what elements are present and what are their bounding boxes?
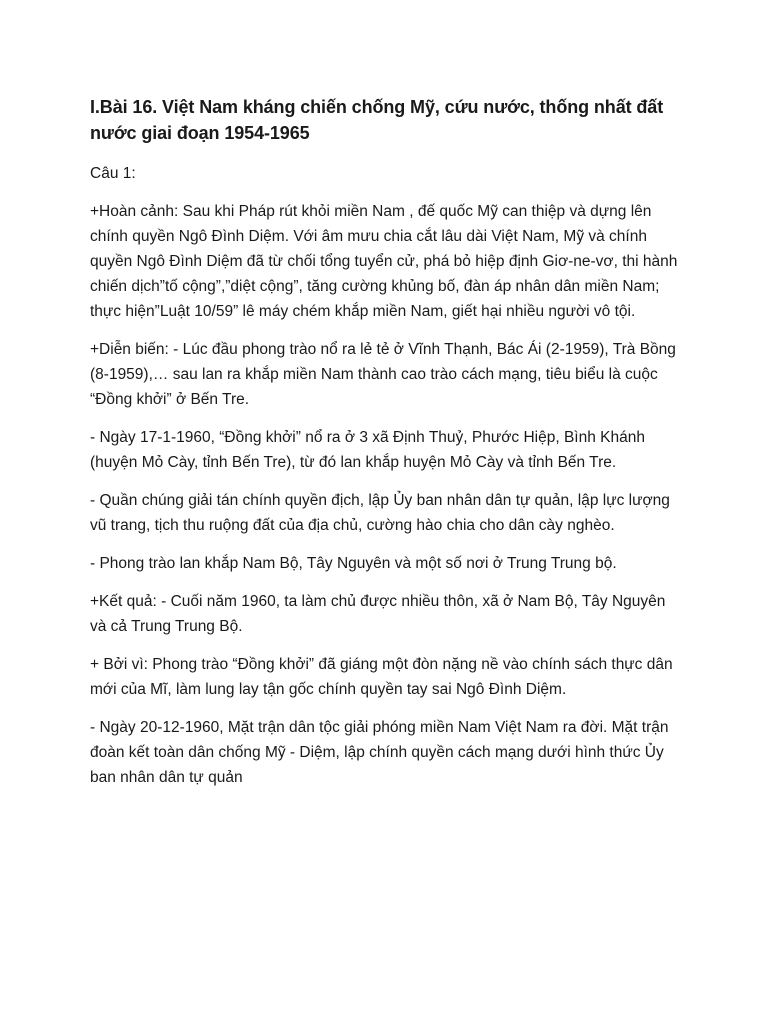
paragraph-dong-khoi-date: - Ngày 17-1-1960, “Đồng khởi” nổ ra ở 3 xã Định Thuỷ, Phước Hiệp, Bình Khánh (huyện Mỏ Cày, tỉnh Bến Tre), từ đó lan khắp huyện Mỏ Cày và tỉnh Bến Tre. [90,429,645,471]
paragraph-result: +Kết quả: - Cuối năm 1960, ta làm chủ được nhiều thôn, xã ở Nam Bộ, Tây Nguyên và cả Trung Trung Bộ. [90,593,666,635]
paragraph-front: - Ngày 20-12-1960, Mặt trận dân tộc giải phóng miền Nam Việt Nam ra đời. Mặt trận đoàn kết toàn dân chống Mỹ - Diệm, lập chính quyền cách mạng dưới hình thức Ủy ban nhân dân tự quản [90,719,669,786]
paragraph-spread: - Phong trào lan khắp Nam Bộ, Tây Nguyên và một số nơi ở Trung Trung bộ. [90,555,617,572]
paragraph-developments: +Diễn biến: - Lúc đầu phong trào nổ ra lẻ tẻ ở Vĩnh Thạnh, Bác Ái (2-1959), Trà Bồng (8-1959),… sau lan ra khắp miền Nam thành cao trào cách mạng, tiêu biểu là cuộc “Đồng khởi” ở Bến Tre. [90,341,676,408]
document-title: I.Bài 16. Việt Nam kháng chiến chống Mỹ, cứu nước, thống nhất đất nước giai đoạn 1954-1965 [90,97,664,143]
paragraph-reason: + Bởi vì: Phong trào “Đồng khởi” đã giáng một đòn nặng nề vào chính sách thực dân mới của Mĩ, làm lung lay tận gốc chính quyền tay sai Ngô Đình Diệm. [90,656,673,698]
paragraph-masses: - Quần chúng giải tán chính quyền địch, lập Ủy ban nhân dân tự quản, lập lực lượng vũ trang, tịch thu ruộng đất của địa chủ, cường hào chia cho dân cày nghèo. [90,492,670,534]
paragraph-context: +Hoàn cảnh: Sau khi Pháp rút khỏi miền Nam , đế quốc Mỹ can thiệp và dựng lên chính quyền Ngô Đình Diệm. Với âm mưu chia cắt lâu dài Việt Nam, Mỹ và chính quyền Ngô Đình Diệm đã từ chối tổng tuyển cử, phá bỏ hiệp định Giơ-ne-vơ, thi hành chiến dịch”tố cộng”,”diệt cộng”, tăng cường khủng bố, đàn áp nhân dân miền Nam; thực hiện”Luật 10/59” lê máy chém khắp miền Nam, giết hại nhiều người vô tội. [90,203,678,320]
question-label: Câu 1: [90,165,136,182]
